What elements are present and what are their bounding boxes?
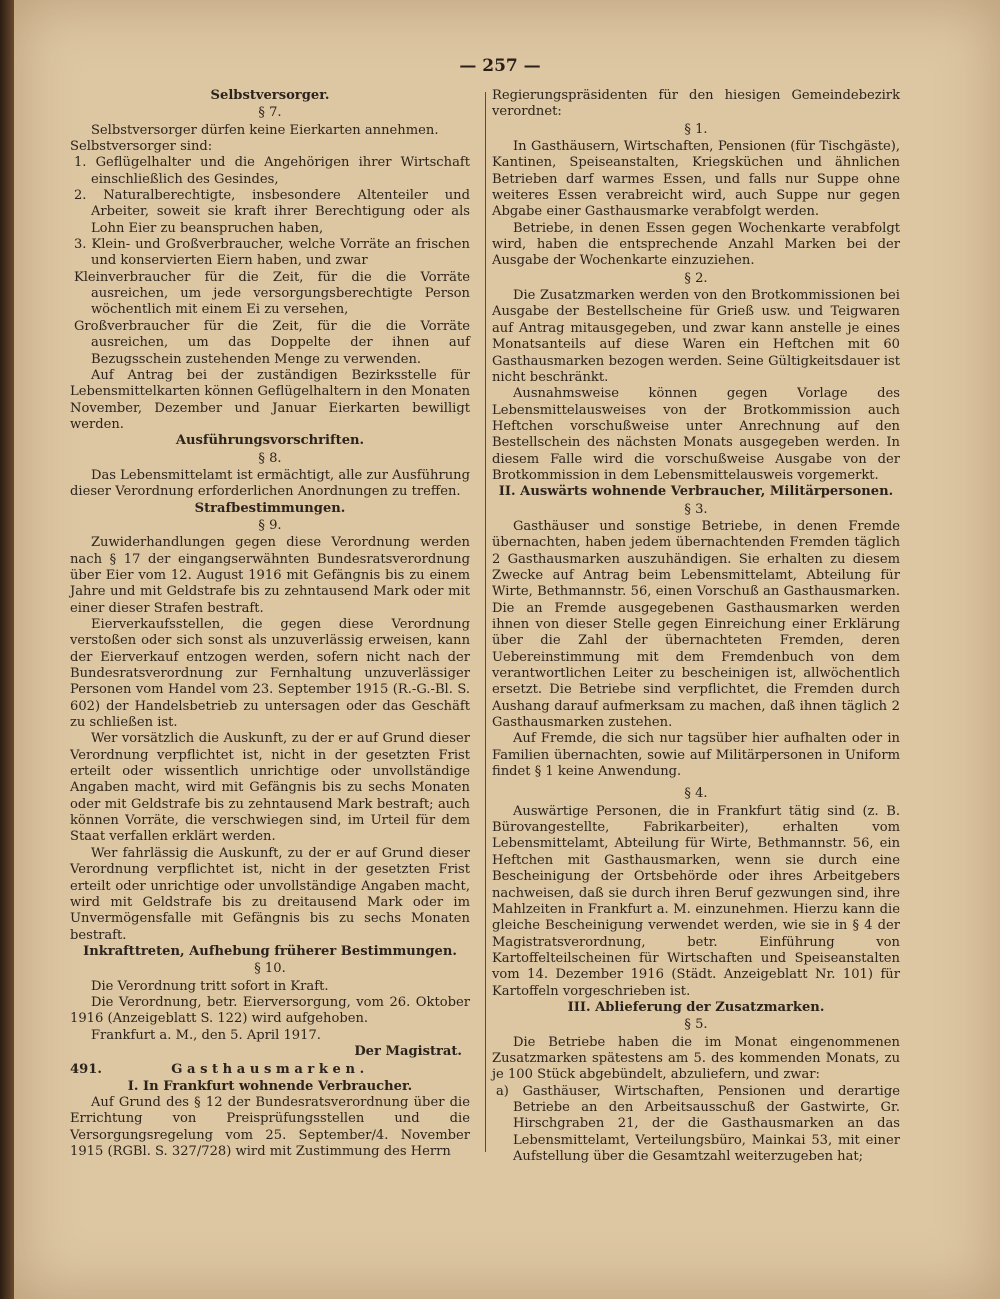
section-7: § 7. xyxy=(258,105,282,121)
column-divider xyxy=(485,92,486,1152)
heading-selbstversorger: Selbstversorger. xyxy=(210,88,330,103)
section-2: § 2. xyxy=(684,270,708,286)
paragraph: Zuwiderhandlungen gegen diese Verordnung werden nach § 17 der eingangserwähnten Bundesratsverordnung über Eier vom 12. August 1916 mit Gefängnis bis zu einem Jahre und mit Geldstrafe bis zu zehntausend Mark oder mit einer dieser Strafen bestraft. xyxy=(70,535,470,616)
list-item: 3. Klein- und Großverbraucher, welche Vorräte an frischen und konservierten Eiern haben, und zwar xyxy=(73,237,470,269)
paragraph: Auf Grund des § 12 der Bundesratsverordnung über die Errichtung von Preisprüfungsstellen und die Versorgungsregelung vom 25. September/4. November 1915 (RGBl. S. 327/728) wird mit Zustimmung des Herrn xyxy=(70,1094,470,1159)
paragraph: Das Lebensmittelamt ist ermächtigt, alle zur Ausführung dieser Verordnung erforderlichen Anordnungen zu treffen. xyxy=(70,467,470,500)
section-3: § 3. xyxy=(684,501,708,517)
list-item: a) Gasthäuser, Wirtschaften, Pensionen und derartige Betriebe an den Arbeitsausschuß der Gastwirte, Gr. Hirschgraben 21, der die Gasthausmarken an das Lebensmittelamt, Verteilungsbüro, Mainkai 53, mit einer Aufstellung über die Gesamtzahl weiterzugeben hat; xyxy=(495,1083,900,1164)
paragraph: Die Betriebe haben die im Monat eingenommenen Zusatzmarken spätestens am 5. des kommenden Monats, zu je 100 Stück abgebündelt, abzuliefern, und zwar: xyxy=(492,1034,900,1083)
paragraph: Die Verordnung tritt sofort in Kraft. xyxy=(90,978,329,994)
entry-491 xyxy=(70,1062,470,1078)
paragraph: Die Verordnung, betr. Eierversorgung, vom 26. Oktober 1916 (Anzeigeblatt S. 122) wird aufgehoben. xyxy=(70,994,470,1027)
paragraph: Auf Antrag bei der zuständigen Bezirksstelle für Lebensmittelkarten können Geflügelhaltern in den Monaten November, Dezember und Januar Eierkarten bewilligt werden. xyxy=(70,367,470,432)
heading-ausfuehrung: Ausführungsvorschriften. xyxy=(175,433,365,449)
paragraph: Wer fahrlässig die Auskunft, zu der er auf Grund dieser Verordnung verpflichtet ist, nicht in der gesetzten Frist erteilt oder unrichtige oder unvollständige Angaben macht, wird mit Geldstrafe bis zu dreitausend Mark oder im Unvermögensfalle mit Gefängnis bis zu sechs Monaten bestraft. xyxy=(70,845,470,943)
list-subitem: Großverbraucher für die Zeit, für die die Vorräte ausreichen, um das Doppelte der ihnen auf Bezugsschein zustehenden Menge zu verwenden. xyxy=(73,318,470,367)
list-item: 1. Geflügelhalter und die Angehörigen ihrer Wirtschaft einschließlich des Gesindes, xyxy=(73,155,470,187)
paragraph: Selbstversorger dürfen keine Eierkarten annehmen. xyxy=(90,122,439,138)
paragraph: In Gasthäusern, Wirtschaften, Pensionen (für Tischgäste), Kantinen, Speiseanstalten, Kriegsküchen und ähnlichen Betrieben darf warmes Essen, und falls nur Suppe ohne weiteres Essen verabreicht wird, auch Suppe nur gegen Abgabe einer Gasthausmarke verabfolgt werden. xyxy=(492,139,900,220)
paragraph: Auswärtige Personen, die in Frankfurt tätig sind (z. B. Bürovangestellte, Fabrikarbeiter), erhalten vom Lebensmittelamt, Abteilung für Wirte, Bethmannstr. 56, ein Heftchen mit Gasthausmarken, wenn sie durch eine Bescheinigung der Ortsbehörde oder ihres Arbeitgebers nachweisen, daß sie durch ihren Beruf gezwungen sind, ihre Mahlzeiten in Frankfurt a. M. einzunehmen. Hierzu kann die gleiche Bescheinigung verwendet werden, wie sie in § 4 der Magistratsverordnung, betr. Einführung von Kartoffelteilscheinen für Wirtschaften und Speiseanstalten vom 14. Dezember 1916 (Städt. Anzeigeblatt Nr. 101) für Kartoffeln vorgeschrieben ist. xyxy=(492,803,900,999)
paragraph: Auf Fremde, die sich nur tagsüber hier aufhalten oder in Familien übernachten, sowie auf Militärpersonen in Uniform findet § 1 keine Anwendung. xyxy=(492,731,900,780)
entry-number: 491. xyxy=(70,1062,102,1078)
paragraph: Betriebe, in denen Essen gegen Wochenkarte verabfolgt wird, haben die entsprechende Anzahl Marken bei der Ausgabe der Wochenkarte einzuziehen. xyxy=(492,220,900,269)
page-number: — 257 — xyxy=(459,56,541,76)
paragraph: Eierverkaufsstellen, die gegen diese Verordnung verstoßen oder sich sonst als unzuverlässig erweisen, kann der Eierverkauf entzogen werden, sofern nicht nach der Bundesratsverordnung zur Fernhaltung unzuverlässiger Personen vom Handel vom 23. September 1915 (R.-G.-Bl. S. 602) der Handelsbetrieb zu untersagen oder das Geschäft zu schließen ist. xyxy=(70,617,470,731)
heading-gasthausmarken: Gasthausmarken. xyxy=(171,1062,369,1078)
section-9: § 9. xyxy=(258,517,282,533)
list-item: 2. Naturalberechtigte, insbesondere Altenteiler und Arbeiter, soweit sie kraft ihrer Berechtigung oder als Lohn Eier zu beanspruchen haben, xyxy=(73,188,470,236)
paragraph: Die Zusatzmarken werden von den Brotkommissionen bei Ausgabe der Bestellscheine für Grieß usw. und Teigwaren auf Antrag mitausgegeben, und zwar kann anstelle je eines Monatsanteils auf diese Waren ein Heftchen mit 60 Gasthausmarken bezogen werden. Seine Gültigkeitsdauer ist nicht beschränkt. xyxy=(492,288,900,385)
left-column xyxy=(70,88,470,1160)
heading-section-III: III. Ablieferung der Zusatzmarken. xyxy=(567,999,825,1015)
book-spine xyxy=(0,0,14,1299)
signature: Der Magistrat. xyxy=(354,1043,462,1059)
place-date: Frankfurt a. M., den 5. April 1917. xyxy=(90,1027,321,1043)
heading-inkrafttreten: Inkrafttreten, Aufhebung früherer Bestimmungen. xyxy=(83,943,457,959)
section-5: § 5. xyxy=(684,1017,708,1033)
heading-section-II: II. Auswärts wohnende Verbraucher, Militärpersonen. xyxy=(498,484,894,500)
list-subitem: Kleinverbraucher für die Zeit, für die die Vorräte ausreichen, um jede versorgungsberechtigte Person wöchentlich mit einem Ei zu versehen, xyxy=(73,269,470,318)
paragraph: Ausnahmsweise können gegen Vorlage des Lebensmittelausweises von der Brotkommission auch Heftchen vorschußweise unter Anrechnung auf den Bestellschein des nächsten Monats ausgegeben werden. In diesem Falle wird die vorschußweise Ausgabe von der Brotkommission in dem Lebensmittelausweis vorgemerkt. xyxy=(492,386,900,483)
section-8: § 8. xyxy=(258,450,282,466)
heading-section-I: I. In Frankfurt wohnende Verbraucher. xyxy=(127,1078,413,1094)
paragraph: Regierungspräsidenten für den hiesigen Gemeindebezirk verordnet: xyxy=(492,88,900,120)
section-10: § 10. xyxy=(254,961,286,977)
heading-strafbestimmungen: Strafbestimmungen. xyxy=(194,500,346,516)
paragraph: Gasthäuser und sonstige Betriebe, in denen Fremde übernachten, haben jedem übernachtenden Fremden täglich 2 Gasthausmarken auszuhändigen. Sie erhalten zu diesem Zwecke auf Antrag beim Lebensmittelamt, Abteilung für Wirte, Bethmannstr. 56, einen Vorschuß an Gasthausmarken. Die an Fremde ausgegebenen Gasthausmarken werden ihnen von dieser Stelle gegen Einreichung einer Erklärung über die Zahl der übernachteten Fremden, deren Uebereinstimmung mit dem Fremdenbuch von dem verantwortlichen Leiter zu bescheinigen ist, allwöchentlich ersetzt. Die Betriebe sind verpflichtet, die Fremden durch Aushang darauf aufmerksam zu machen, daß ihnen täglich 2 Gasthausmarken zustehen. xyxy=(492,518,900,731)
paragraph: Selbstversorger sind: xyxy=(70,139,213,155)
section-4: § 4. xyxy=(684,786,708,802)
section-1: § 1. xyxy=(684,121,708,137)
paragraph: Wer vorsätzlich die Auskunft, zu der er auf Grund dieser Verordnung verpflichtet ist, nicht in der gesetzten Frist erteilt oder wissentlich unrichtige oder unvollständige Angaben macht, wird mit Gefängnis bis zu sechs Monaten oder mit Geldstrafe bis zu zehntausend Mark bestraft; auch können Vorräte, die verschwiegen sind, im Urteil für dem Staat verfallen erklärt werden. xyxy=(70,731,470,845)
right-column xyxy=(492,88,900,1165)
